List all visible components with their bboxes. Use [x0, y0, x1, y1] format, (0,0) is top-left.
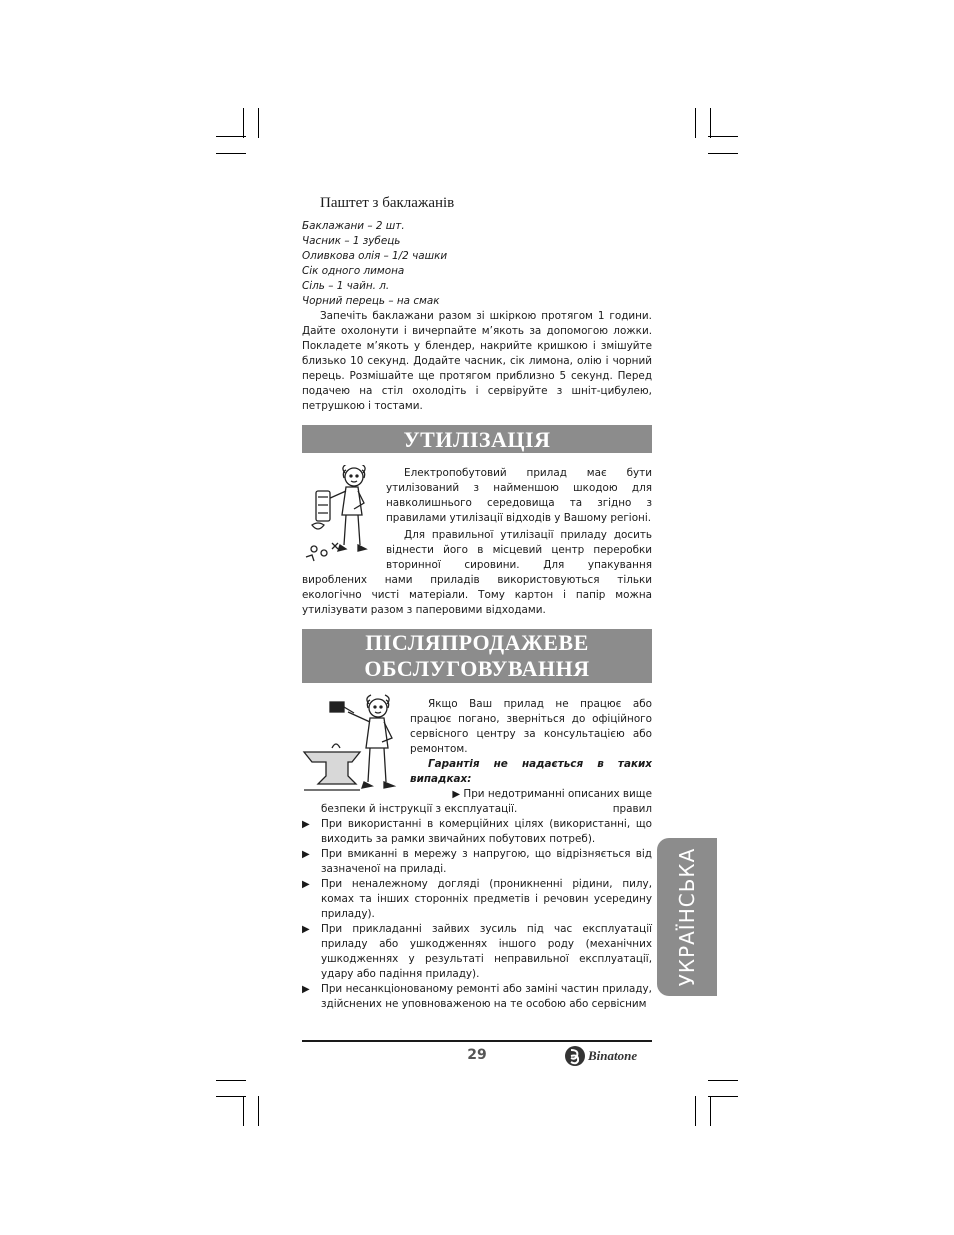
- crop-mark: [216, 153, 246, 154]
- crop-mark: [216, 1080, 246, 1081]
- ingredient-item: Оливкова олія – 1/2 чашки: [302, 250, 448, 262]
- first-bullet-end: безпеки й інструкції з експлуатації.: [321, 803, 518, 815]
- list-item-text: При вмиканні в мережу з напругою, що відрізняється від зазначеної на приладі.: [321, 848, 652, 875]
- bullet-icon: ▶: [302, 879, 310, 890]
- crop-mark: [243, 108, 244, 138]
- bullet-icon: ▶: [302, 819, 310, 830]
- crop-mark: [695, 108, 696, 138]
- recipe-instructions: Запечіть баклажани разом зі шкіркою протягом 1 години. Дайте охолонути і вичерпайте м’якоть за допомогою ложки. Покладете м’якоть у блендер, накрийте кришкою і змішуйте близько 10 секунд. Додайте часник, сік лимона, олію і чорний перець. Розмішайте ще протягом приблизно 5 секунд. Перед подачею на стіл охолодіть і сервіруйте з шніт-цибулею, петрушкою і тостами.: [302, 310, 652, 412]
- list-item: [302, 982, 652, 1012]
- crop-mark: [708, 136, 738, 137]
- page-number: 29: [467, 1047, 487, 1063]
- crop-mark: [216, 1096, 246, 1097]
- list-item: [302, 877, 652, 922]
- crop-mark: [708, 153, 738, 154]
- disposal-paragraph-2-part-2: вироблених нами приладів використовуються тільки екологічно чисті матеріали. Тому картон і папір можна утилізувати разом з паперовими відходами.: [302, 574, 652, 616]
- disposal-paragraph-2-part-1: Для правильної утилізації приладу досить віднести його в місцевий центр переробки вторинної сировини. Для упакування: [386, 529, 652, 571]
- disposal-heading-text: УТИЛІЗАЦІЯ: [403, 427, 551, 452]
- ingredient-item: Сік одного лимона: [302, 265, 405, 277]
- recipe-title: Паштет з баклажанів: [320, 195, 455, 211]
- bullet-icon: ▶: [452, 789, 461, 800]
- ingredient-item: Баклажани – 2 шт.: [302, 220, 405, 232]
- language-side-tab-label: УКРАЇНСЬКА: [675, 847, 699, 987]
- crop-mark: [258, 108, 259, 138]
- ingredients-list: [302, 219, 662, 309]
- list-item: [302, 817, 652, 847]
- crop-mark: [258, 1096, 259, 1126]
- repairman-anvil-illustration: [302, 694, 408, 800]
- language-side-tab: [657, 838, 717, 996]
- ingredient-item: Чорний перець – на смак: [302, 295, 440, 307]
- crop-mark: [708, 1080, 738, 1081]
- service-intro: Якщо Ваш прилад не працює або працює погано, зверніться до офіційного сервісного центру за консультацією або ремонтом.: [410, 698, 652, 755]
- list-item-text: При несанкціонованому ремонті або заміні частин приладу, здійснених не уповноваженою на те особою або сервісним: [321, 983, 652, 1010]
- service-heading-line-2: ОБСЛУГОВУВАННЯ: [364, 656, 590, 681]
- ingredient-item: Часник – 1 зубець: [302, 235, 401, 247]
- crop-mark: [710, 108, 711, 138]
- bullet-icon: ▶: [302, 924, 310, 935]
- footer-divider: [302, 1040, 652, 1042]
- warranty-label: Гарантія не надається в таких випадках:: [410, 758, 652, 785]
- list-item-text: При прикладанні зайвих зусиль під час експлуатації приладу або ушкодженнях іншого роду (механічних ушкодженнях у результаті неправильної експлуатації, удару або падіння приладу).: [321, 923, 652, 980]
- bullet-icon: ▶: [302, 849, 310, 860]
- list-item: [302, 847, 652, 877]
- crop-mark: [708, 1096, 738, 1097]
- warranty-exclusions-list: [302, 817, 652, 1012]
- crop-mark: [243, 1096, 244, 1126]
- crop-mark: [695, 1096, 696, 1126]
- crop-mark: [216, 136, 246, 137]
- recycling-man-illustration: [302, 465, 384, 565]
- first-bullet-start-text: При недотриманні описаних вище правил: [463, 788, 652, 815]
- disposal-heading: [302, 425, 652, 453]
- service-heading-line-1: ПІСЛЯПРОДАЖЕВЕ: [365, 630, 589, 655]
- disposal-paragraph-1: Електропобутовий прилад має бути утилізований з найменшою шкодою для навколишнього середовища та згідно з правилами утилізації відходів у Вашому регіоні.: [386, 467, 652, 524]
- brand-name: Binatone: [588, 1048, 638, 1063]
- ingredient-item: Сіль – 1 чайн. л.: [302, 280, 390, 292]
- bullet-icon: ▶: [302, 984, 310, 995]
- list-item-text: При неналежному догляді (проникненні рідини, пилу, комах та інших сторонніх предметів і речовин усередину приладу).: [321, 878, 652, 920]
- list-item: [302, 922, 652, 982]
- list-item-text: При використанні в комерційних цілях (використанні, що виходить за рамки звичайних побутових потреб).: [321, 818, 652, 845]
- service-heading: [302, 629, 652, 683]
- crop-mark: [710, 1096, 711, 1126]
